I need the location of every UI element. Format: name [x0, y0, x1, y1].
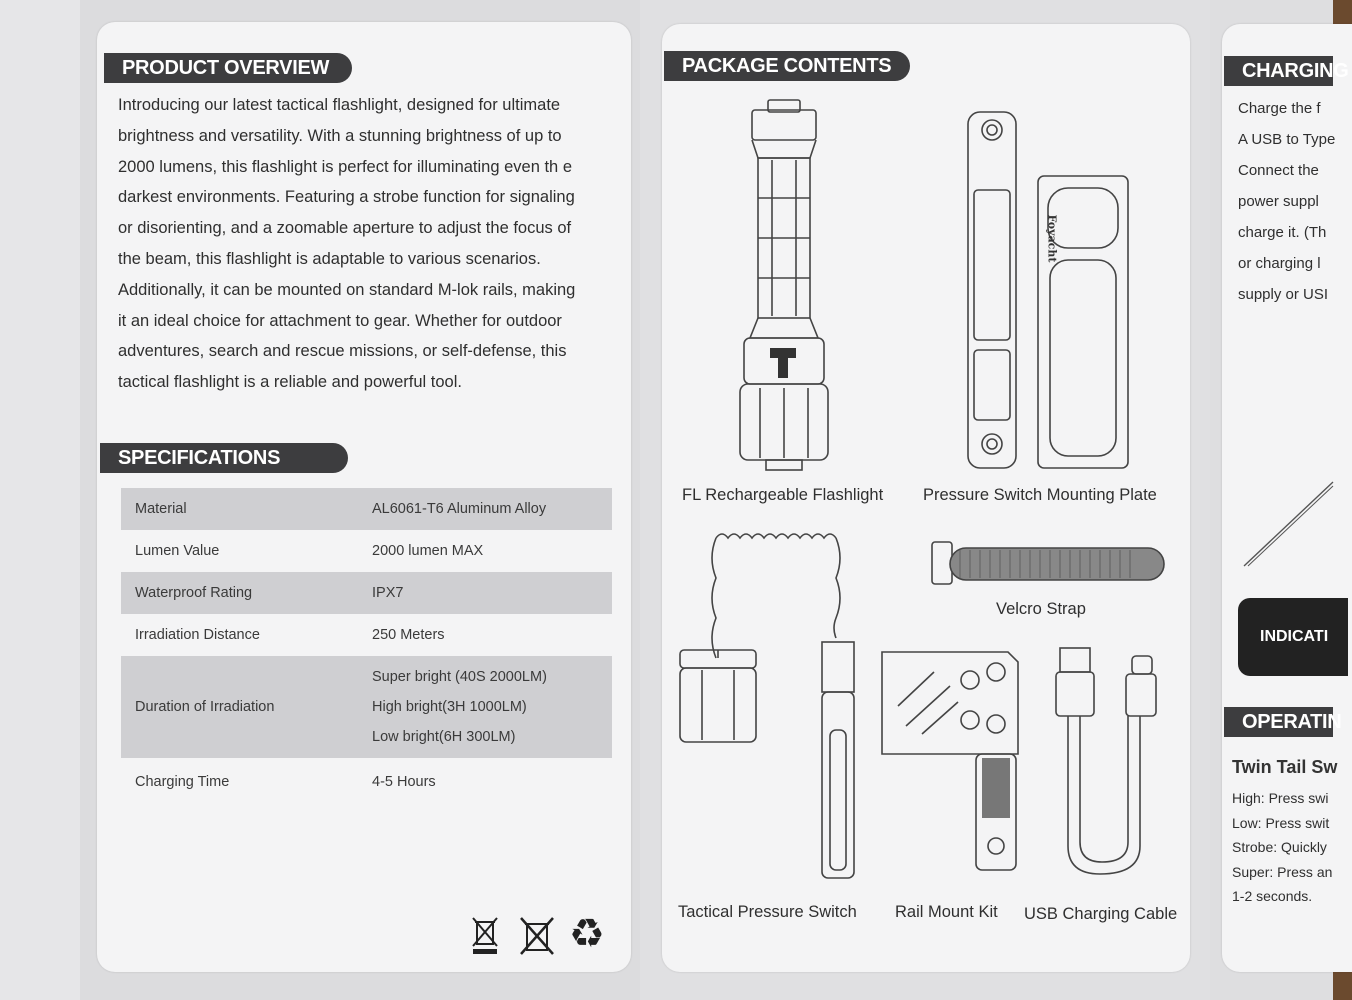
operating-line: High: Press swi [1232, 790, 1329, 806]
package-contents-heading: PACKAGE CONTENTS [664, 51, 910, 81]
spec-label: Duration of Irradiation [135, 699, 275, 715]
table-row [121, 572, 612, 614]
duration-line: Super bright (40S 2000LM) [372, 669, 547, 685]
overview-line: or disorienting, and a zoomable aperture to adjust the focus of [118, 219, 572, 238]
operating-subheading: Twin Tail Sw [1232, 757, 1338, 777]
item-label-pressure-switch: Tactical Pressure Switch [678, 903, 857, 921]
operating-line: Low: Press swit [1232, 814, 1330, 831]
overview-line: Additionally, it can be mounted on standard M-lok rails, making [118, 280, 576, 299]
product-overview-heading: PRODUCT OVERVIEW [104, 53, 352, 83]
table-row [121, 614, 612, 656]
item-label-usb-cable: USB Charging Cable [1024, 905, 1178, 923]
crossed-bin-icon [517, 914, 557, 956]
flashlight-illustration [738, 98, 830, 473]
rail-mount-kit-illustration [878, 646, 1020, 874]
spec-label: Waterproof Rating [135, 585, 253, 601]
item-label-flashlight: FL Rechargeable Flashlight [682, 486, 884, 504]
velcro-strap-illustration [930, 538, 1168, 588]
spec-value: 250 Meters [372, 627, 445, 643]
operating-heading: OPERATIN [1224, 707, 1333, 737]
spec-value: 4-5 Hours [372, 774, 436, 790]
overview-line: darkest environments. Featuring a strobe function for signaling [118, 188, 575, 207]
duration-line: Low bright(6H 300LM) [372, 729, 516, 745]
spec-label: Lumen Value [135, 543, 220, 559]
spec-value: 2000 lumen MAX [372, 543, 484, 559]
overview-line: Introducing our latest tactical flashlight, designed for ultimate [118, 96, 561, 114]
item-label-velcro-strap: Velcro Strap [996, 600, 1086, 618]
cable-line-illustration [1240, 480, 1333, 570]
table-row [121, 656, 612, 758]
charging-line: power suppl [1238, 193, 1319, 210]
specifications-table [121, 488, 612, 806]
charging-line: A USB to Type [1238, 131, 1336, 148]
indication-heading: INDICATI [1260, 628, 1329, 645]
charging-line: or charging l [1238, 255, 1321, 272]
specifications-heading: SPECIFICATIONS [100, 443, 348, 473]
charging-line: supply or USI [1238, 286, 1329, 303]
charging-line: charge it. (Th [1238, 224, 1327, 241]
pressure-switch-illustration [676, 530, 860, 882]
spec-label: Charging Time [135, 774, 230, 790]
item-label-mounting-plate: Pressure Switch Mounting Plate [923, 486, 1157, 504]
overview-line: tactical flashlight is a reliable and powerful tool. [118, 373, 462, 392]
spec-value: IPX7 [372, 585, 404, 601]
table-row [121, 488, 612, 530]
overview-line: 2000 lumens, this flashlight is perfect for illuminating even th e [118, 157, 572, 176]
table-row [121, 530, 612, 572]
spec-label: Material [135, 501, 187, 517]
operating-line: Super: Press an [1232, 863, 1333, 880]
table-row [121, 758, 612, 806]
overview-line: it an ideal choice for attachment to gear. Whether for outdoor [118, 311, 562, 330]
charging-heading: CHARGING [1224, 56, 1333, 86]
charging-line: Connect the [1238, 162, 1319, 179]
operating-line: 1-2 seconds. [1232, 888, 1313, 904]
overview-line: the beam, this flashlight is adaptable to various scenarios. [118, 249, 541, 268]
weee-bin-icon [470, 914, 500, 956]
mounting-plate-illustration [966, 110, 1132, 472]
overview-line: brightness and versatility. With a stunning brightness of up to [118, 126, 562, 145]
spec-value [372, 656, 612, 758]
overview-line: adventures, search and rescue missions, or self-defense, this [118, 342, 567, 361]
spec-label: Irradiation Distance [135, 627, 260, 643]
item-label-rail-mount-kit: Rail Mount Kit [895, 903, 998, 921]
recycle-icon: ♻ [569, 912, 605, 956]
plate-brand-text: Foyacht [1045, 214, 1059, 263]
charging-line: Charge the f [1238, 100, 1321, 117]
duration-line: High bright(3H 1000LM) [372, 699, 527, 715]
usb-cable-illustration [1050, 646, 1160, 878]
left-sheet-edge [0, 0, 80, 1000]
product-overview-text [118, 90, 618, 398]
operating-line: Strobe: Quickly [1232, 839, 1327, 855]
spec-value: AL6061-T6 Aluminum Alloy [372, 501, 547, 517]
